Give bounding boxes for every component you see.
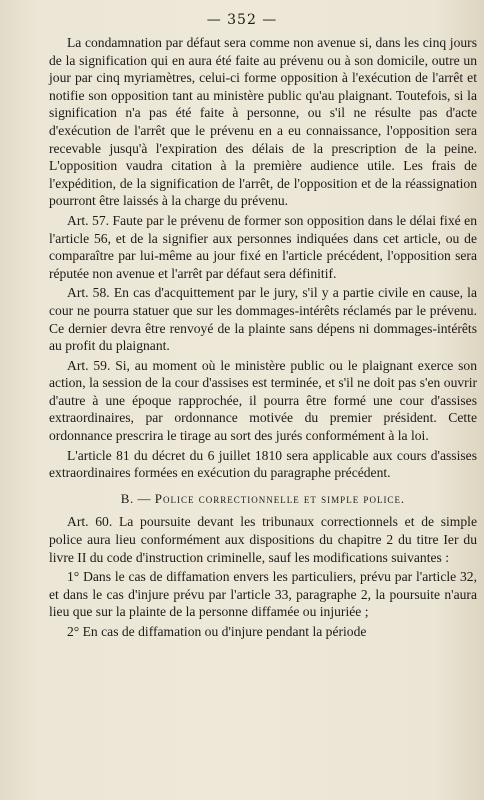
- page-number: — 352 —: [206, 12, 278, 28]
- paragraph-item-1: 1° Dans le cas de diffamation envers les particuliers, prévu par l'article 32, et dans le cas d'injure prévu par l'article 33, paragraphe 2, la poursuite n'aura lieu que sur la plainte de la personne diffamée ou injuriée ;: [49, 569, 477, 620]
- paragraph-art-60: Art. 60. La poursuite devant les tribunaux correctionnels et de simple police aura lieu conformément aux dispositions du chapitre 2 du titre Ier du livre II du code d'instruction criminelle, sauf les modifications suivantes :: [49, 514, 477, 565]
- paragraph-article-81: L'article 81 du décret du 6 juillet 1810 sera applicable aux cours d'assises extraordinaires formées en exécution du paragraphe précédent.: [49, 447, 477, 481]
- paragraph-item-2: 2° En cas de diffamation ou d'injure pendant la période: [67, 624, 367, 639]
- paragraph-art-57: Art. 57. Faute par le prévenu de former son opposition dans le délai fixé en l'article 56, et de la signifier aux personnes indiquées dans cet article, ou de comparaître par lui-même au jour fixé en l'article précédent, l'opposition sera réputée non avenue et l'arrêt par défaut sera définitif.: [49, 212, 477, 281]
- section-heading-text: Police correctionnelle et simple police.: [154, 490, 406, 506]
- section-heading-prefix: B. —: [120, 490, 155, 506]
- section-heading: [49, 490, 477, 508]
- body-text: [49, 34, 477, 643]
- paragraph: La condamnation par défaut sera comme non avenue si, dans les cinq jours de la signification qui en aura été faite au prévenu ou à son domicile, outre un jour par cinq myriamètres, celui-ci forme opposition à l'exécution de l'arrêt et notifie son opposition tant au ministère public qu'au plaignant. Toutefois, si la signification n'a pas été faite à personne, ou s'il ne résulte pas d'acte d'exécution de l'arrêt que le prévenu en a eu connaissance, l'opposition sera recevable jusqu'à l'expiration des délais de la prescription de la peine. L'opposition vaudra citation à la première audience utile. Les frais de l'expédition, de la signification de l'arrêt, de l'opposition et de la réassignation pourront être laissés à la charge du prévenu.: [49, 35, 477, 209]
- paragraph-art-58: Art. 58. En cas d'acquittement par le jury, s'il y a partie civile en cause, la cour ne pourra statuer que sur les dommages-intérêts réclamés par le prévenu. Ce dernier devra être renvoyé de la plainte sans dépens ni dommages-intérêts au profit du plaignant.: [49, 285, 477, 354]
- paragraph-art-59: Art. 59. Si, au moment où le ministère public ou le plaignant exerce son action, la session de la cour d'assises est terminée, et s'il ne doit pas s'en ouvrir d'autre à une époque rapprochée, il pourra être formé une cour d'assises extraordinaires, par ordonnance motivée du premier président. Cette ordonnance prescrira le tirage au sort des jurés conformément à la loi.: [49, 357, 477, 444]
